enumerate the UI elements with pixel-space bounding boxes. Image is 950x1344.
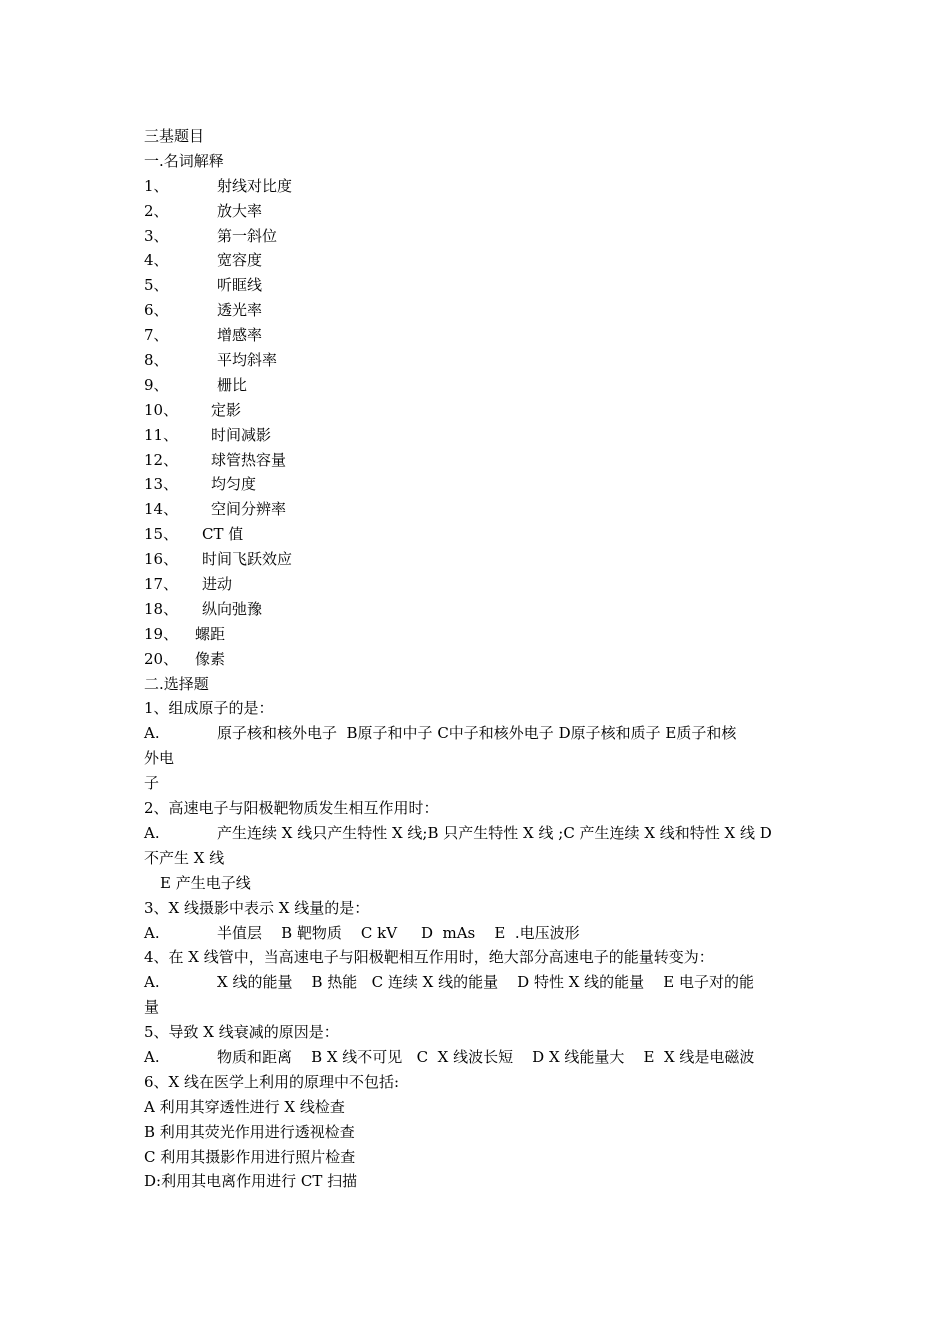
item-term: 进动 [202, 575, 233, 594]
item-number: 14、 [144, 500, 179, 519]
list-item [144, 572, 810, 597]
option-label: A. [144, 823, 160, 842]
document-page [144, 124, 810, 1194]
list-item [144, 423, 810, 448]
list-item [144, 224, 810, 249]
option-text: 半值层 B 靶物质 C kV D mAs E .电压波形 [217, 923, 580, 942]
question-3-options [144, 921, 810, 946]
list-item [144, 497, 810, 522]
list-item [144, 647, 810, 672]
list-item [144, 398, 810, 423]
item-term: 增感率 [217, 326, 263, 345]
item-number: 16、 [144, 550, 179, 569]
item-term: 螺距 [195, 624, 226, 643]
item-term: 定影 [211, 400, 242, 419]
list-item [144, 199, 810, 224]
option-text: 原子核和核外电子 B原子和中子 C中子和核外电子 D原子核和质子 E质子和核 [217, 724, 737, 743]
item-number: 6、 [144, 301, 169, 320]
list-item [144, 373, 810, 398]
option-text: 产生连续 X 线只产生特性 X 线;B 只产生特性 X 线 ;C 产生连续 X 线和特性 X 线 D [217, 823, 772, 842]
question-4-options-cont: 量 [144, 998, 160, 1017]
question-1-options-cont: 子 [144, 774, 160, 793]
option-label: A. [144, 923, 160, 942]
item-number: 7、 [144, 326, 169, 345]
question-2-options-cont: 不产生 X 线 [144, 848, 225, 867]
item-term: 像素 [195, 649, 226, 668]
item-number: 4、 [144, 251, 169, 270]
question-1: 1、组成原子的是： [144, 699, 274, 718]
item-term: CT 值 [202, 525, 244, 544]
item-number: 15、 [144, 525, 179, 544]
list-item [144, 298, 810, 323]
item-number: 9、 [144, 375, 169, 394]
list-item [144, 348, 810, 373]
list-item [144, 273, 810, 298]
section-heading-choice: 二.选择题 [144, 674, 209, 693]
question-3: 3、X 线摄影中表示 X 线量的是： [144, 898, 370, 917]
item-term: 放大率 [217, 201, 263, 220]
item-number: 17、 [144, 575, 179, 594]
question-2: 2、高速电子与阳极靶物质发生相互作用时： [144, 799, 439, 818]
question-6-option-b: B 利用其荧光作用进行透视检查 [144, 1122, 355, 1141]
question-5-options [144, 1045, 810, 1070]
item-number: 19、 [144, 624, 179, 643]
item-term: 听眶线 [217, 276, 263, 295]
list-item [144, 323, 810, 348]
question-4: 4、在 X 线管中，当高速电子与阳极靶相互作用时，绝大部分高速电子的能量转变为： [144, 948, 714, 967]
question-1-options [144, 721, 810, 746]
list-item [144, 597, 810, 622]
item-term: 时间飞跃效应 [202, 550, 293, 569]
item-number: 5、 [144, 276, 169, 295]
item-term: 均匀度 [211, 475, 257, 494]
option-label: A. [144, 1047, 160, 1066]
question-6-option-c: C 利用其摄影作用进行照片检查 [144, 1147, 356, 1166]
document-title: 三基题目 [144, 127, 205, 145]
list-item [144, 248, 810, 273]
list-item [144, 547, 810, 572]
list-item [144, 448, 810, 473]
question-4-options [144, 970, 810, 995]
option-text: 物质和距离 B X 线不可见 C X 线波长短 D X 线能量大 E X 线是电磁波 [217, 1047, 755, 1066]
question-5: 5、导致 X 线衰减的原因是： [144, 1023, 339, 1042]
list-item [144, 522, 810, 547]
question-6-option-a: A 利用其穿透性进行 X 线检查 [144, 1097, 345, 1116]
question-6-option-d: D:利用其电离作用进行 CT 扫描 [144, 1172, 358, 1191]
list-item [144, 472, 810, 497]
item-term: 平均斜率 [217, 351, 278, 370]
question-2-options [144, 821, 810, 846]
item-term: 时间减影 [211, 425, 272, 444]
section-heading-definitions: 一.名词解释 [144, 151, 224, 170]
item-number: 18、 [144, 599, 179, 618]
item-term: 纵向弛豫 [202, 599, 263, 618]
list-item [144, 622, 810, 647]
question-1-options-cont: 外电 [144, 749, 175, 768]
definitions-list [144, 174, 810, 672]
option-text: X 线的能量 B 热能 C 连续 X 线的能量 D 特性 X 线的能量 E 电子对的能 [217, 973, 754, 992]
item-number: 3、 [144, 226, 169, 245]
item-term: 栅比 [217, 375, 248, 394]
item-term: 射线对比度 [217, 176, 293, 195]
item-term: 透光率 [217, 301, 263, 320]
item-number: 2、 [144, 201, 169, 220]
item-number: 10、 [144, 400, 179, 419]
item-number: 20、 [144, 649, 179, 668]
item-term: 球管热容量 [211, 450, 287, 469]
question-2-options-cont: E 产生电子线 [160, 873, 251, 892]
item-number: 13、 [144, 475, 179, 494]
item-term: 空间分辨率 [211, 500, 287, 519]
item-number: 1、 [144, 176, 169, 195]
item-number: 12、 [144, 450, 179, 469]
item-term: 宽容度 [217, 251, 263, 270]
list-item [144, 174, 810, 199]
item-number: 8、 [144, 351, 169, 370]
option-label: A. [144, 973, 160, 992]
item-number: 11、 [144, 425, 179, 444]
option-label: A. [144, 724, 160, 743]
item-term: 第一斜位 [217, 226, 278, 245]
question-6: 6、X 线在医学上利用的原理中不包括: [144, 1072, 400, 1091]
